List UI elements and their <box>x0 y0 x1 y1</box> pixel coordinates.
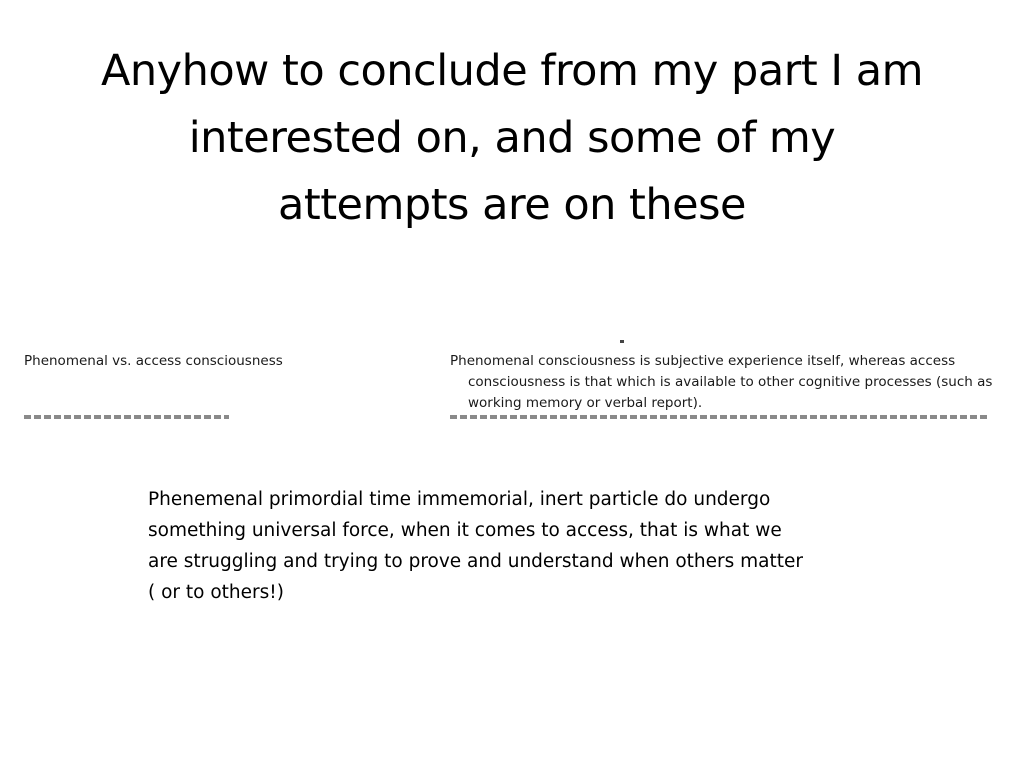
excerpt-cut-text-left <box>24 415 229 419</box>
excerpt-term: Phenomenal vs. access consciousness <box>24 353 283 369</box>
note-text: Phenemenal primordial time immemorial, inert particle do undergo something universal force, when it comes to access, that is what we are struggling and trying to prove and understand when others matter ( or to others!) <box>148 489 803 603</box>
excerpt-cut-text-right <box>450 415 990 419</box>
slide-title: Anyhow to conclude from my part I am interested on, and some of my attempts are on these <box>101 46 923 230</box>
excerpt-definition: Phenomenal consciousness is subjective experience itself, whereas access consciousness is that which is available to other cognitive processes (such as working memory or verbal report). <box>450 353 993 411</box>
excerpt-crop-mark <box>620 340 624 343</box>
excerpt-image <box>20 340 1010 422</box>
